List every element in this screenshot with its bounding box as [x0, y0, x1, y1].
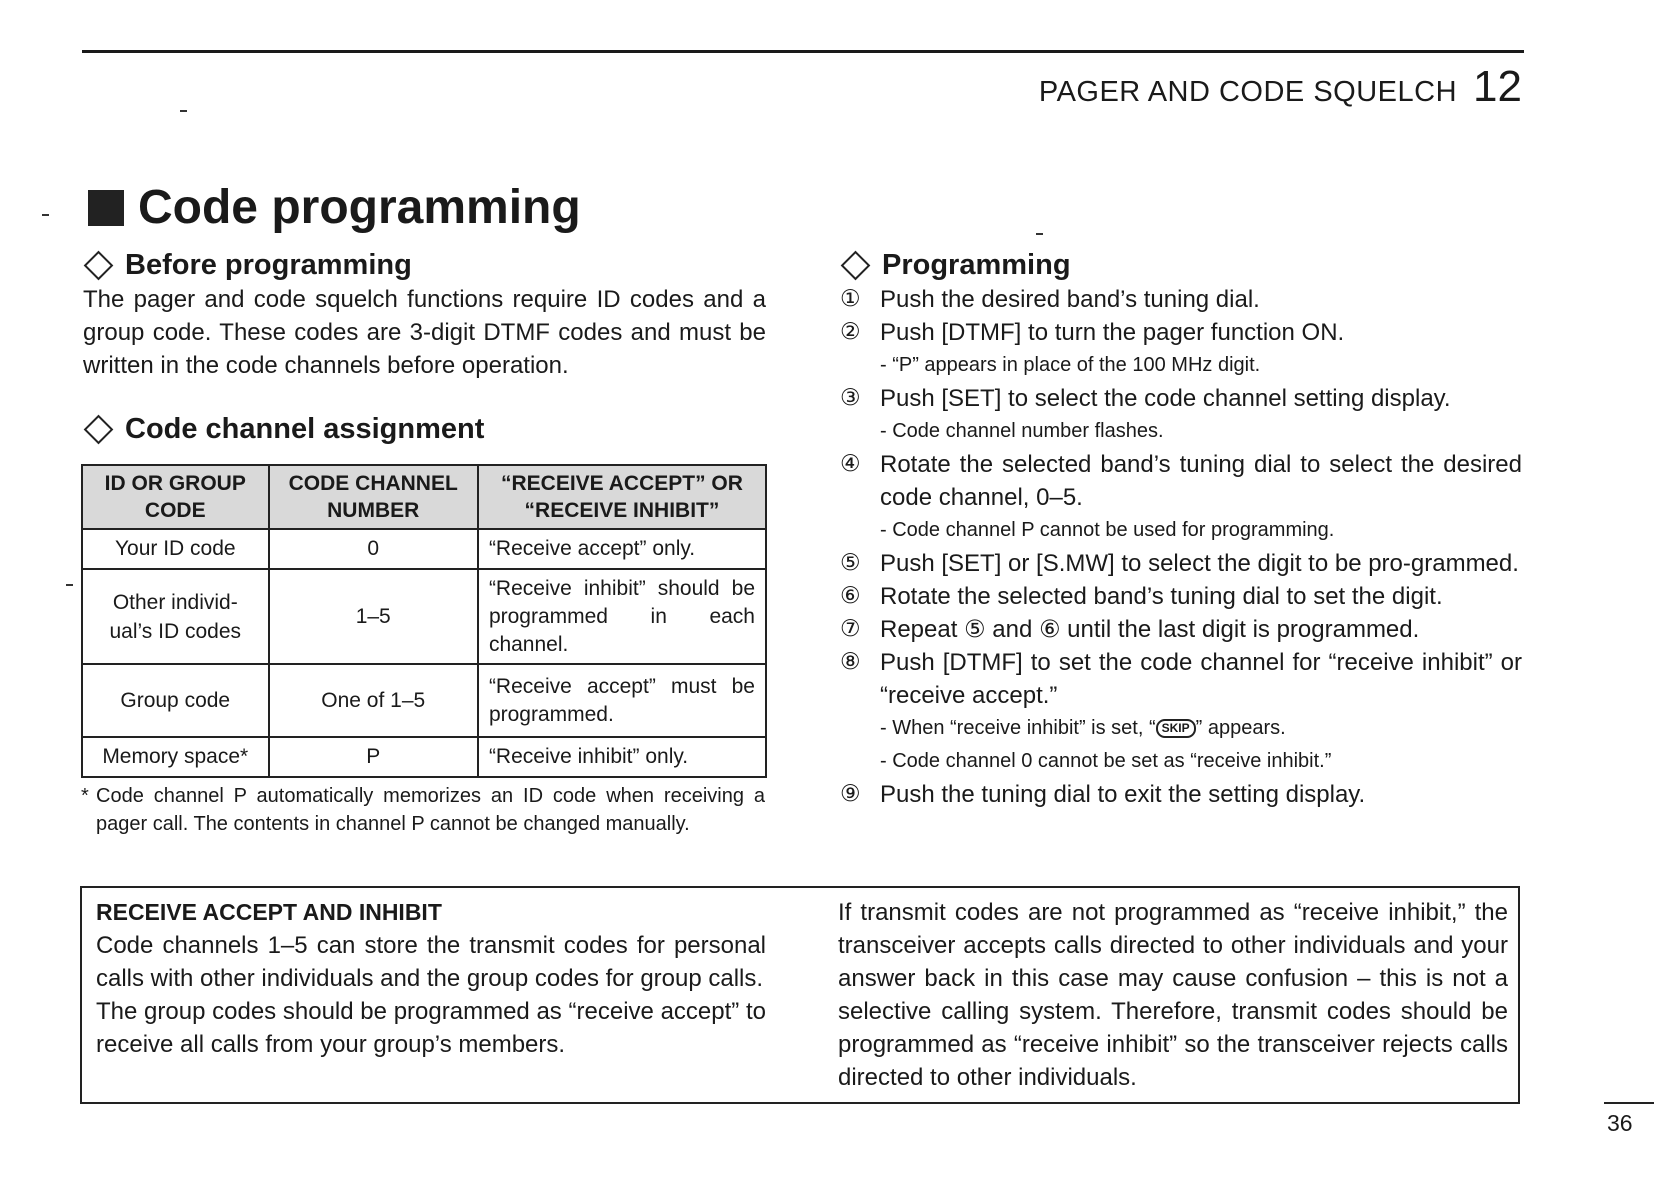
step-item: [840, 613, 1522, 646]
step-number: ⑥: [840, 583, 861, 609]
diamond-icon: [841, 250, 871, 280]
skip-indicator-icon: SKIP: [1156, 719, 1196, 738]
step-text: Push the desired band’s tuning dial.: [880, 286, 1260, 313]
step-item: [840, 283, 1522, 316]
table-cell: Memory space*: [82, 737, 269, 777]
table-footnote: [81, 782, 765, 838]
footnote-text: Code channel P automatically memorizes an ID code when receiving a pager call. The contents in channel P cannot be changed manually.: [96, 785, 765, 835]
step-item: [840, 547, 1522, 580]
chapter-title: PAGER AND CODE SQUELCH: [1038, 76, 1458, 108]
step-item: [840, 316, 1522, 349]
chapter-number: 12: [1473, 62, 1522, 111]
section-title-text: Code programming: [138, 181, 581, 234]
table-cell: 1–5: [269, 569, 478, 664]
table-header-cell: “RECEIVE ACCEPT” OR “RECEIVE INHIBIT”: [478, 465, 766, 529]
receive-accept-inhibit-box: [80, 886, 1520, 1104]
step-text: Push the tuning dial to exit the setting display.: [880, 781, 1366, 808]
step-text: Push [DTMF] to set the code channel for “receive inhibit” or “receive accept.”: [880, 649, 1522, 709]
table-cell: One of 1–5: [269, 664, 478, 737]
step-number: ③: [840, 385, 861, 411]
table-cell: “Receive accept” must be programmed.: [478, 664, 766, 737]
step-text: Push [SET] to select the code channel setting display.: [880, 385, 1451, 412]
table-header-cell: CODE CHANNEL NUMBER: [269, 465, 478, 529]
step-text: Push [DTMF] to turn the pager function ON.: [880, 319, 1345, 346]
table-cell: “Receive inhibit” should be programmed in each channel.: [478, 569, 766, 664]
box-left-column: [96, 896, 766, 1061]
step-note: - Code channel number flashes.: [880, 420, 1164, 442]
step-note: - When “receive inhibit” is set, “ SKIP ” appears.: [880, 717, 1286, 739]
chapter-header: [1039, 62, 1522, 112]
scan-speck: [180, 110, 187, 112]
step-text: Rotate the selected band’s tuning dial to select the desired code channel, 0–5.: [880, 451, 1522, 511]
step-number: ⑦: [840, 616, 861, 642]
table-row: [82, 569, 766, 664]
scan-speck: [42, 214, 49, 216]
table-header-row: [82, 465, 766, 529]
step-item: [840, 580, 1522, 613]
step-item: [840, 448, 1522, 514]
step-number: ④: [840, 451, 861, 477]
table-cell: P: [269, 737, 478, 777]
box-paragraph: Code channels 1–5 can store the transmit codes for personal calls with other individuals and the group codes for group calls.: [96, 932, 766, 992]
section-marker-icon: [88, 190, 124, 226]
diamond-icon: [84, 250, 114, 280]
step-number: ①: [840, 286, 861, 312]
step-item: [840, 646, 1522, 712]
top-rule: [82, 50, 1524, 53]
before-programming-text: The pager and code squelch functions require ID codes and a group code. These codes are 3-digit DTMF codes and must be written in the code channels before operation.: [83, 286, 766, 379]
step-number: ⑨: [840, 781, 861, 807]
table-row: [82, 529, 766, 569]
step-item: [840, 778, 1522, 811]
left-column: [83, 247, 766, 447]
code-channel-assignment-heading: Code channel assignment: [83, 411, 766, 447]
box-paragraph: The group codes should be programmed as “receive accept” to receive all calls from your group’s members.: [96, 998, 766, 1058]
table-row: [82, 664, 766, 737]
page-number: 36: [1607, 1110, 1633, 1136]
table-cell: Other individ-ual’s ID codes: [82, 569, 269, 664]
step-note: - Code channel 0 cannot be set as “receive inhibit.”: [880, 750, 1332, 772]
step-text: Push [SET] or [S.MW] to select the digit to be pro-grammed.: [880, 550, 1519, 577]
table-header-cell: ID OR GROUP CODE: [82, 465, 269, 529]
before-programming-heading: Before programming: [83, 247, 766, 283]
step-item: [840, 382, 1522, 415]
step-number: ⑧: [840, 649, 861, 675]
scan-speck: [66, 584, 73, 586]
box-paragraph: If transmit codes are not programmed as “receive inhibit,” the transceiver accepts calls directed to other individuals and your answer back in this case may cause confusion – this is not a selective calling system. Therefore, transmit codes should be programmed as “receive inhibit” so the transceiver rejects calls directed to other individuals.: [838, 899, 1508, 1091]
box-right-column: [838, 896, 1508, 1094]
table-cell: 0: [269, 529, 478, 569]
step-number: ⑤: [840, 550, 861, 576]
table-cell: Your ID code: [82, 529, 269, 569]
step-note: - Code channel P cannot be used for programming.: [880, 519, 1335, 541]
step-note: - “P” appears in place of the 100 MHz digit.: [880, 354, 1261, 376]
scan-speck: [1036, 233, 1043, 235]
table-cell: Group code: [82, 664, 269, 737]
section-title: [88, 180, 581, 235]
programming-heading: Programming: [840, 247, 1522, 283]
page-number-rule: [1604, 1102, 1654, 1104]
step-text: Rotate the selected band’s tuning dial to set the digit.: [880, 583, 1443, 610]
box-title: RECEIVE ACCEPT AND INHIBIT: [96, 899, 442, 925]
table-cell: “Receive accept” only.: [478, 529, 766, 569]
right-column: [840, 247, 1522, 811]
footnote-marker: *: [81, 785, 89, 807]
step-number: ②: [840, 319, 861, 345]
step-text: Repeat ⑤ and ⑥ until the last digit is programmed.: [880, 616, 1420, 643]
table-cell: “Receive inhibit” only.: [478, 737, 766, 777]
table-row: [82, 737, 766, 777]
code-channel-table: [81, 464, 767, 778]
diamond-icon: [84, 414, 114, 444]
